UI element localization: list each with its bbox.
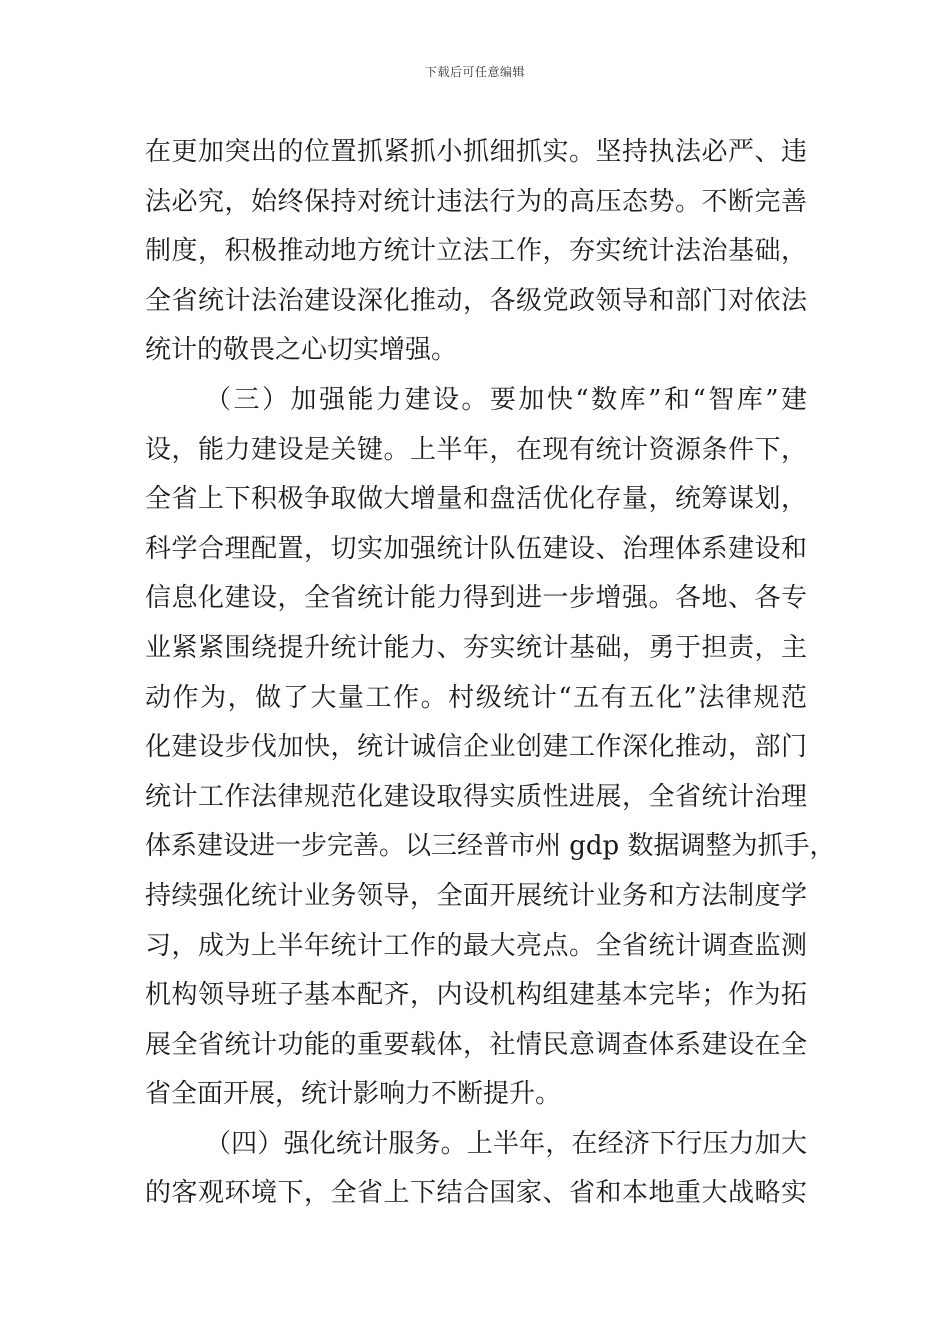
text-line: 法必究，始终保持对统计违法行为的高压态势。不断完善 [145, 186, 807, 217]
text-line: 全省上下积极争取做大增量和盘活优化存量，统筹谋划， [145, 484, 807, 515]
text-line: 制度，积极推动地方统计立法工作，夯实统计法治基础， [145, 236, 807, 267]
text-line: 在更加突出的位置抓紧抓小抓细抓实。坚持执法必严、违 [145, 137, 807, 167]
text-line: 统计的敬畏之心切实增强。 [145, 335, 458, 366]
text-line: （三）加强能力建设。要加快“数库”和“智库”建 [205, 384, 807, 415]
text-line: 化建设步伐加快，统计诚信企业创建工作深化推动，部门 [145, 732, 807, 763]
text-line: 设，能力建设是关键。上半年，在现有统计资源条件下， [145, 434, 807, 465]
text-line: 省全面开展，统计影响力不断提升。 [145, 1079, 562, 1110]
text-line: 持续强化统计业务领导，全面开展统计业务和方法制度学 [145, 880, 807, 911]
text-line: 全省统计法治建设深化推动，各级党政领导和部门对依法 [145, 285, 807, 316]
text-line: 动作为，做了大量工作。村级统计“五有五化”法律规范 [145, 682, 807, 713]
text-line: 体系建设进一步完善。以三经普市州 gdp 数据调整为抓手， [145, 831, 836, 862]
text-line: 信息化建设，全省统计能力得到进一步增强。各地、各专 [145, 583, 807, 614]
text-line: 展全省统计功能的重要载体，社情民意调查体系建设在全 [145, 1029, 807, 1060]
document-body [145, 128, 836, 1219]
text-line: 业紧紧围绕提升统计能力、夯实统计基础，勇于担责，主 [145, 632, 807, 663]
text-line: 科学合理配置，切实加强统计队伍建设、治理体系建设和 [145, 533, 807, 564]
text-line: 机构领导班子基本配齐，内设机构组建基本完毕；作为拓 [145, 980, 807, 1011]
text-line: 习，成为上半年统计工作的最大亮点。全省统计调查监测 [145, 930, 807, 961]
text-line: 统计工作法律规范化建设取得实质性进展，全省统计治理 [145, 781, 807, 812]
header-note: 下载后可任意编辑 [424, 65, 525, 79]
text-line: 的客观环境下，全省上下结合国家、省和本地重大战略实 [145, 1178, 807, 1209]
text-line: （四）强化统计服务。上半年，在经济下行压力加大 [205, 1128, 807, 1159]
